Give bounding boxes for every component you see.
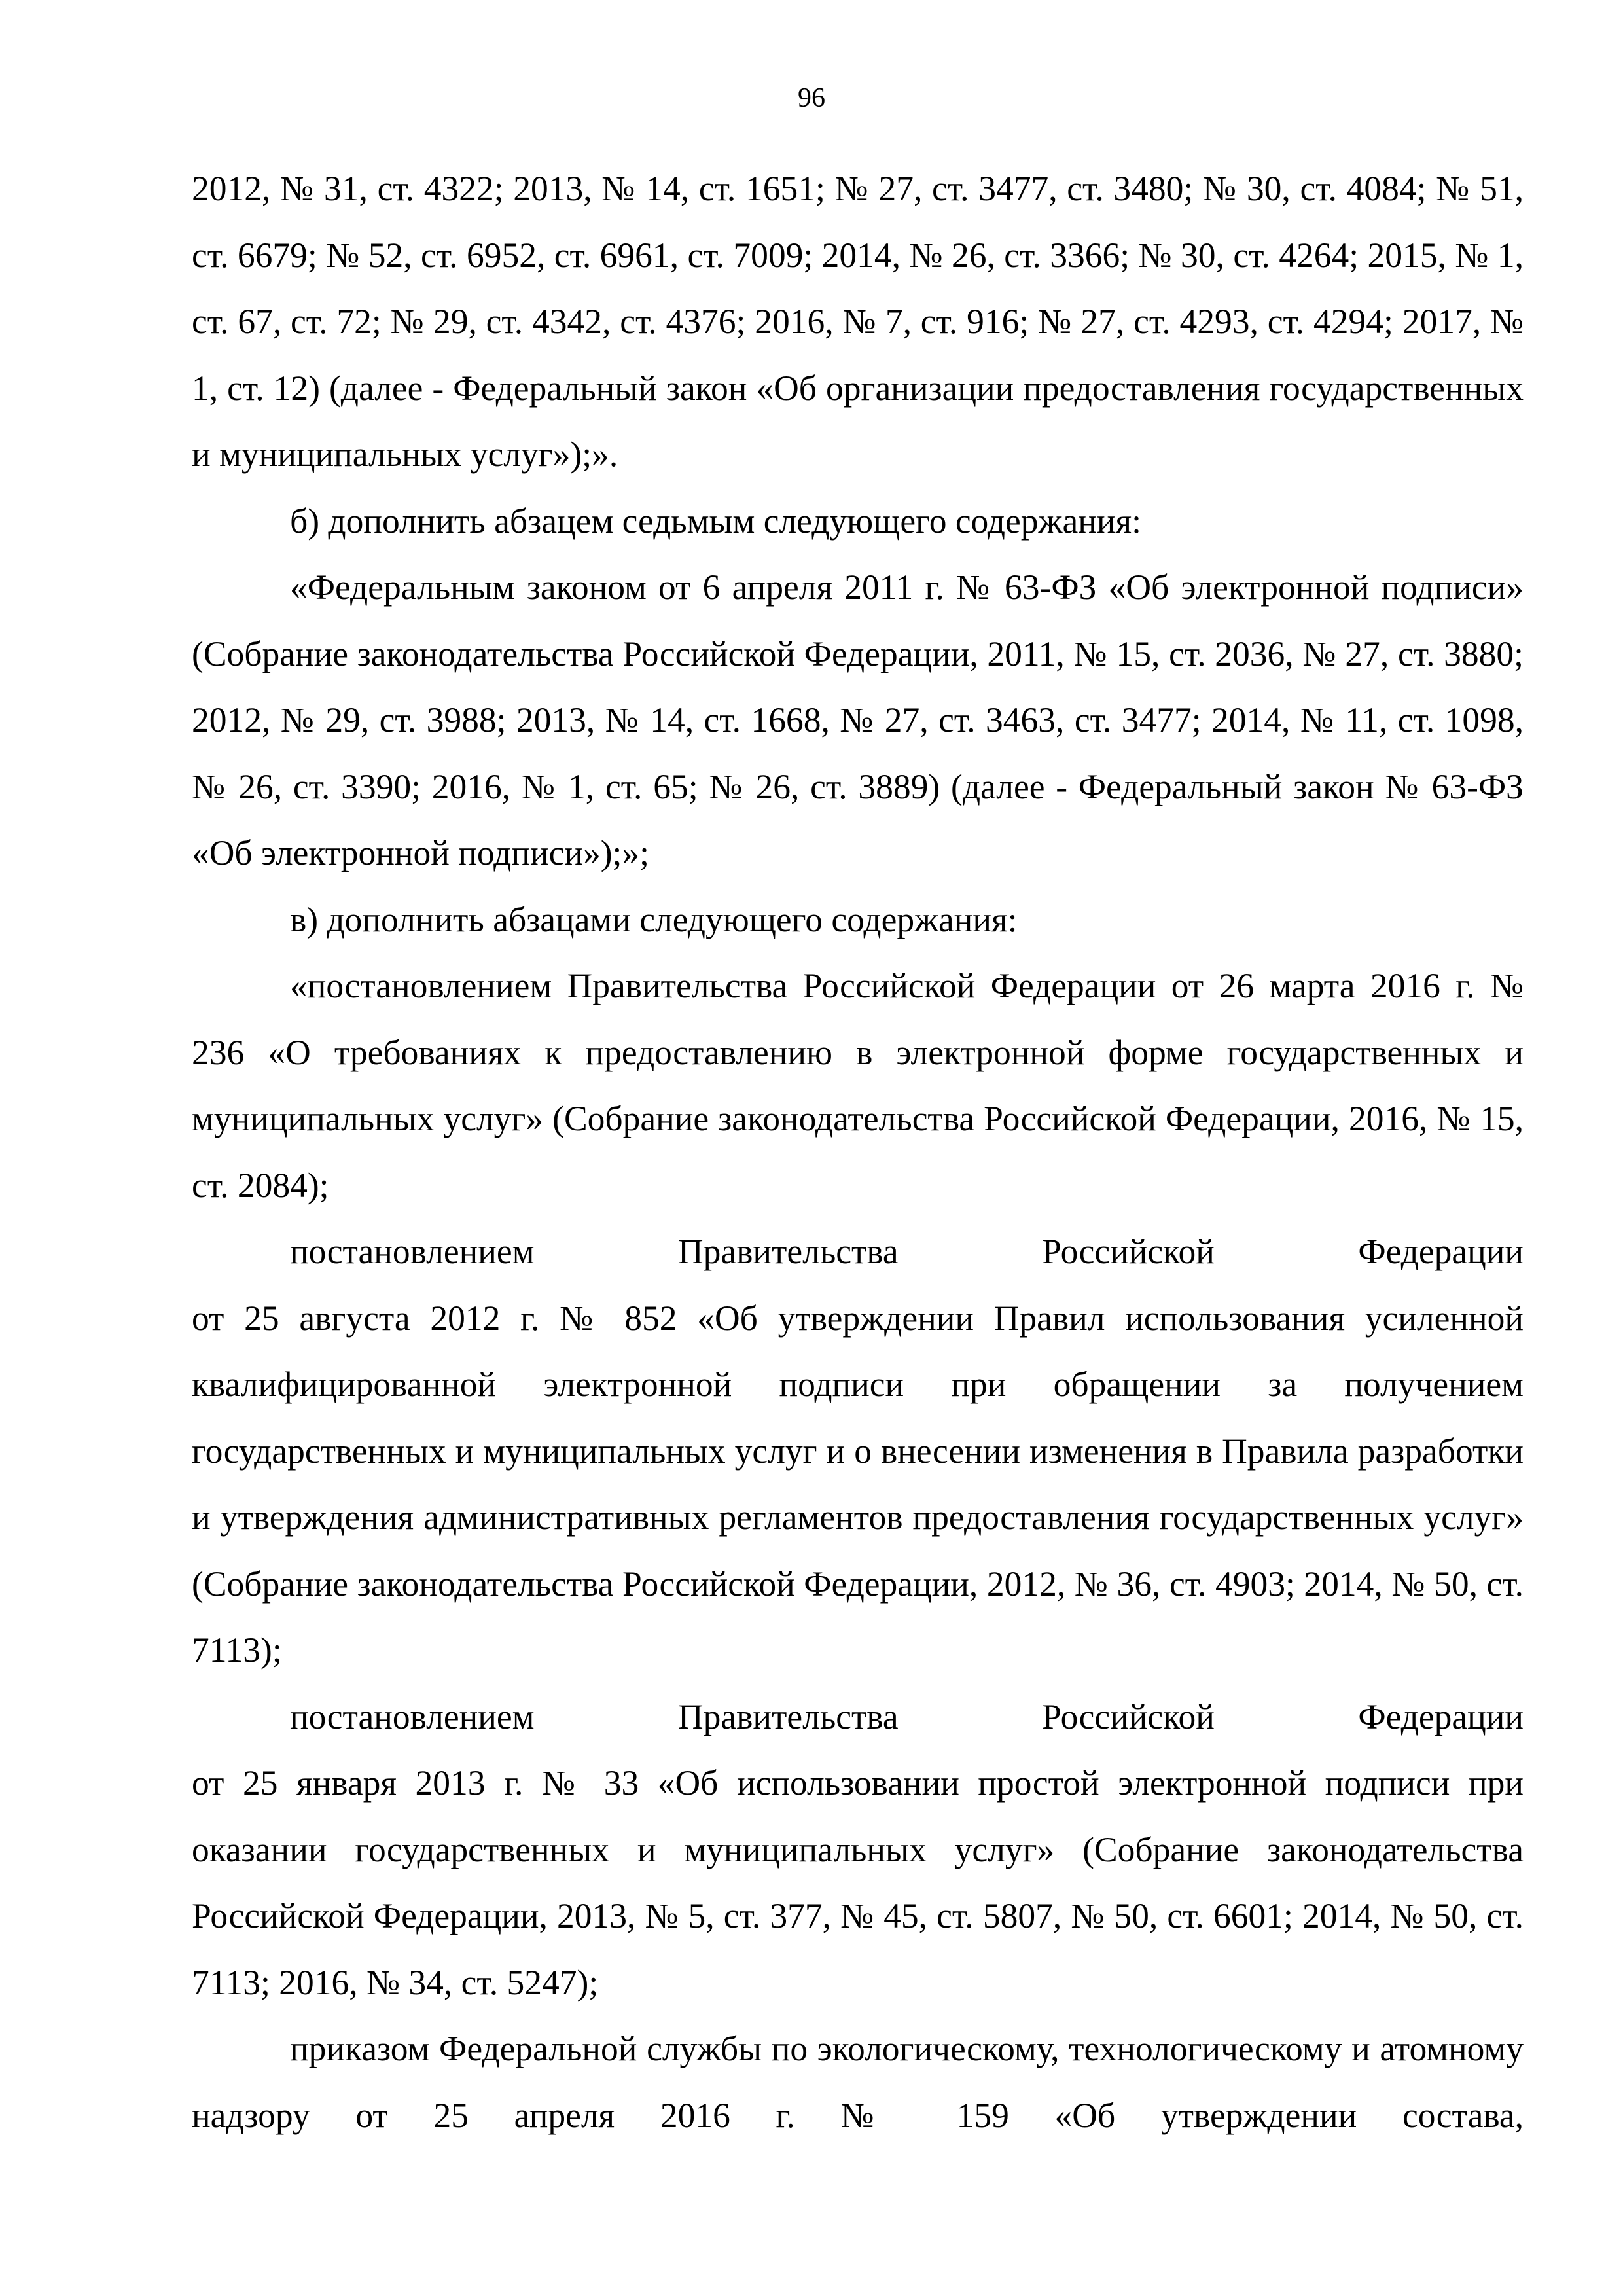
paragraph-resolution-236: «постановлением Правительства Российской Федерации от 26 марта 2016 г. № 236 «О требованиях к предоставлению в электронной форме государственных и муниципальных услуг» (Собрание законодательства Российской Федерации, 2016, № 15, ст. 2084);	[192, 966, 1524, 1205]
paragraph-item-b: б) дополнить абзацем седьмым следующего содержания:	[290, 501, 1141, 541]
page-number: 96	[798, 83, 825, 113]
paragraph-order-159: приказом Федеральной службы по экологическому, технологическому и атомному надзору от 25 апреля 2016 г. № 159 «Об утверждении состава,	[192, 2029, 1524, 2135]
paragraph-resolution-33-body: от 25 января 2013 г. № 33 «Об использовании простой электронной подписи при оказании государственных и муниципальных услуг» (Собрание законодательства Российской Федерации, 2013, № 5, ст. 377, № 45, ст. 5807, № 50, ст. 6601; 2014, № 50, ст. 7113; 2016, № 34, ст. 5247);	[192, 1763, 1524, 2002]
paragraph-item-v: в) дополнить абзацами следующего содержания:	[290, 899, 1018, 939]
paragraph-resolution-852-lead: постановлением Правительства Российской Федерации	[290, 1232, 1524, 1271]
paragraph-continuation: 2012, № 31, ст. 4322; 2013, № 14, ст. 1651; № 27, ст. 3477, ст. 3480; № 30, ст. 4084; № 51, ст. 6679; № 52, ст. 6952, ст. 6961, ст. 7009; 2014, № 26, ст. 3366; № 30, ст. 4264; 2015, № 1, ст. 67, ст. 72; № 29, ст. 4342, ст. 4376; 2016, № 7, ст. 916; № 27, ст. 4293, ст. 4294; 2017, № 1, ст. 12) (далее - Федеральный закон «Об организации предоставления государственных и муниципальных услуг»);».	[192, 169, 1524, 474]
paragraph-law-63fz: «Федеральным законом от 6 апреля 2011 г. № 63-ФЗ «Об электронной подписи» (Собрание законодательства Российской Федерации, 2011, № 15, ст. 2036, № 27, ст. 3880; 2012, № 29, ст. 3988; 2013, № 14, ст. 1668, № 27, ст. 3463, ст. 3477; 2014, № 11, ст. 1098, № 26, ст. 3390; 2016, № 1, ст. 65; № 26, ст. 3889) (далее - Федеральный закон № 63-ФЗ «Об электронной подписи»);»;	[192, 567, 1524, 872]
document-body	[192, 156, 1524, 2149]
paragraph-resolution-33-lead: постановлением Правительства Российской Федерации	[290, 1696, 1524, 1736]
paragraph-resolution-852-body: от 25 августа 2012 г. № 852 «Об утверждении Правил использования усиленной квалифицированной электронной подписи при обращении за получением государственных и муниципальных услуг и о внесении изменения в Правила разработки и утверждения административных регламентов предоставления государственных услуг» (Собрание законодательства Российской Федерации, 2012, № 36, ст. 4903; 2014, № 50, ст. 7113);	[192, 1298, 1524, 1670]
